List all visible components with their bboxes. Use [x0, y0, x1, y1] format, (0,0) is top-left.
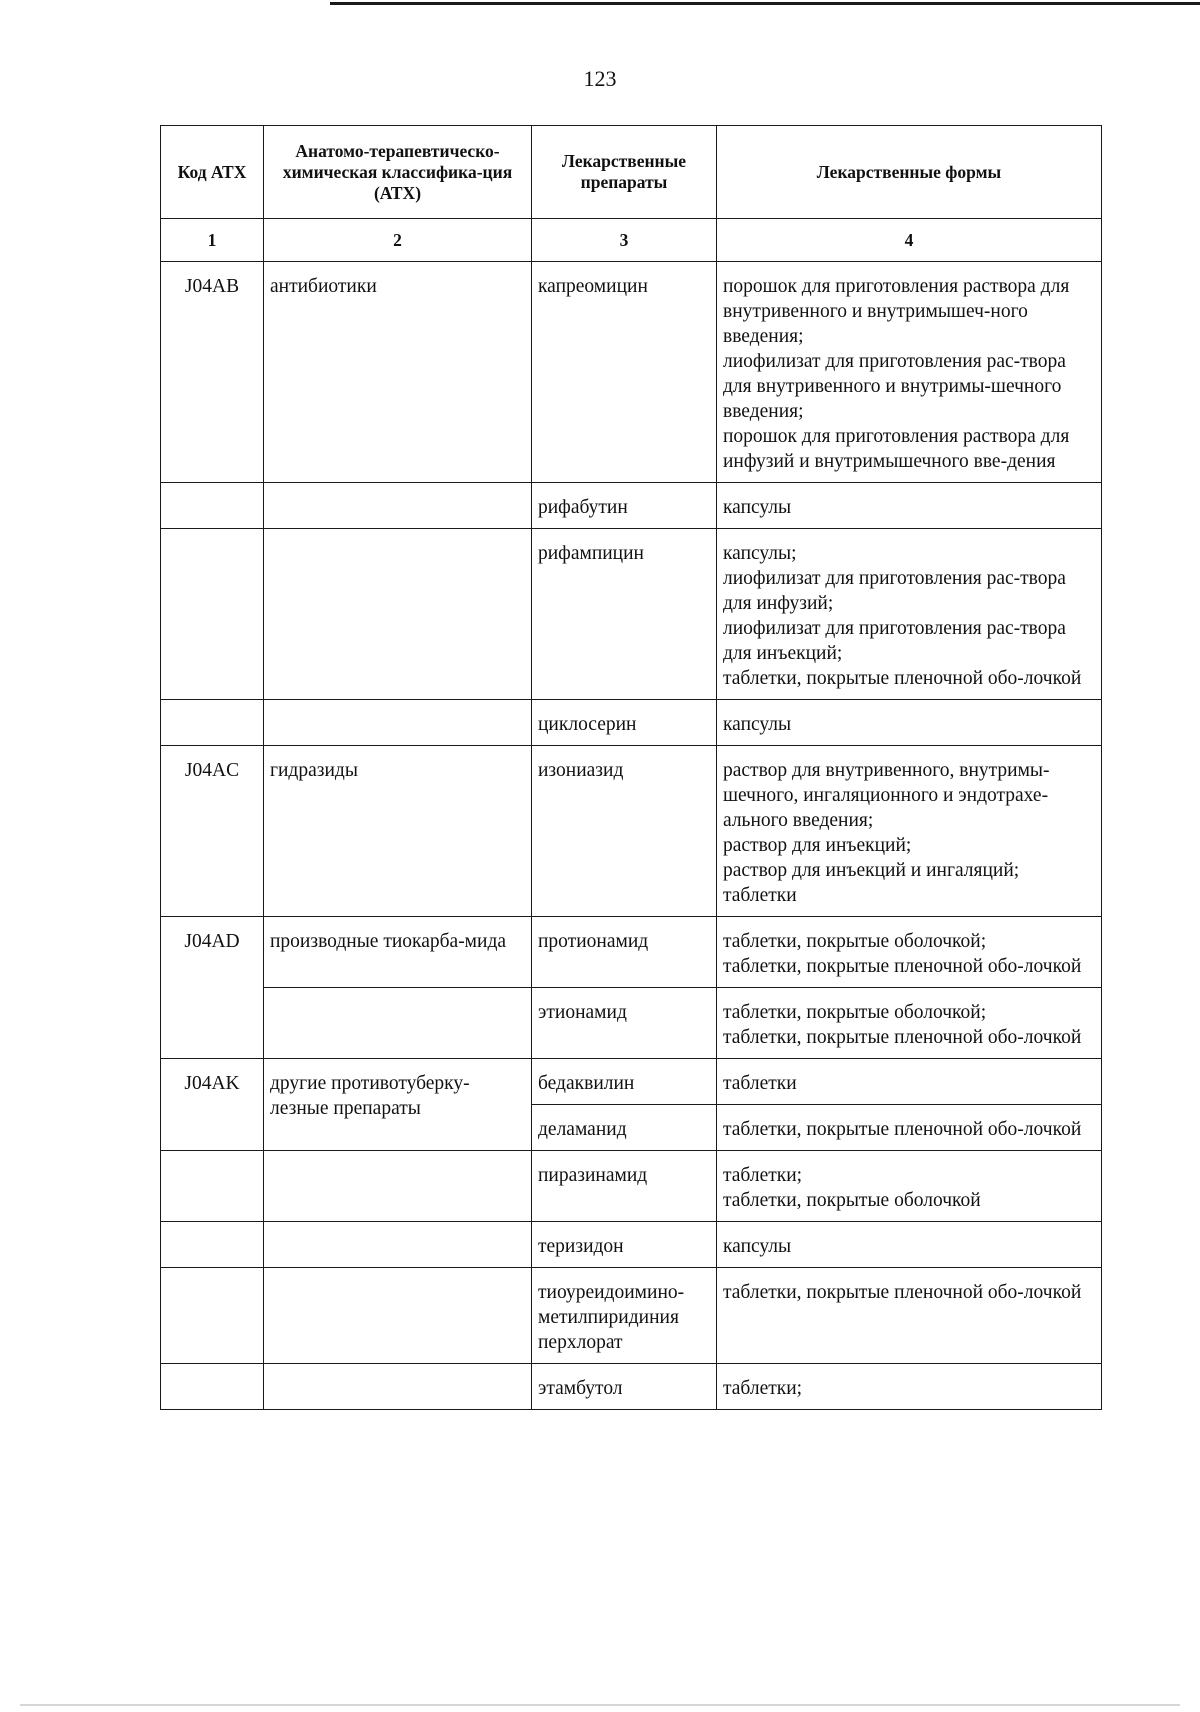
dosage-form-line: таблетки, покрытые пленочной обо-лочкой: [723, 1119, 1082, 1140]
atx-group-cell: [264, 988, 532, 1059]
atx-group-cell: [264, 1151, 532, 1222]
dosage-form-line: таблетки;: [723, 1378, 803, 1399]
dosage-form-line: таблетки, покрытые оболочкой: [723, 1190, 981, 1211]
dosage-form-line: лиофилизат для приготовления рас-твора для внутривенного и внутримы-шечного введения;: [723, 351, 1066, 422]
header-atx-code: Код АТХ: [161, 126, 264, 219]
table-row: [161, 1059, 1102, 1105]
dosage-form-line: раствор для внутривенного, внутримы-шечного, ингаляционного и эндотрахе-ального введения;: [723, 760, 1050, 831]
header-drugs: Лекарственные препараты: [532, 126, 717, 219]
table-row: [161, 988, 1102, 1059]
drug-cell: циклосерин: [532, 700, 717, 746]
dosage-form-line: капсулы: [723, 1236, 792, 1257]
bottom-rule: [20, 1704, 1180, 1706]
dosage-forms-cell: [717, 746, 1102, 917]
dosage-form-line: таблетки: [723, 885, 797, 906]
dosage-form-line: таблетки, покрытые оболочкой;: [723, 1002, 987, 1023]
dosage-form-line: таблетки, покрытые оболочкой;: [723, 931, 987, 952]
atx-group-cell: [264, 700, 532, 746]
atx-group-cell: [264, 529, 532, 700]
table-row: [161, 483, 1102, 529]
dosage-forms-cell: [717, 483, 1102, 529]
column-number: 2: [264, 219, 532, 262]
drug-cell: рифабутин: [532, 483, 717, 529]
dosage-form-line: таблетки, покрытые пленочной обо-лочкой: [723, 668, 1082, 689]
drug-cell: протионамид: [532, 917, 717, 988]
atx-code-cell: [161, 1151, 264, 1222]
drug-cell: деламанид: [532, 1105, 717, 1151]
atx-group-cell: [264, 483, 532, 529]
drug-cell: бедаквилин: [532, 1059, 717, 1105]
dosage-forms-cell: [717, 917, 1102, 988]
dosage-forms-cell: [717, 1222, 1102, 1268]
dosage-form-line: капсулы: [723, 497, 792, 518]
atx-group-cell: [264, 1222, 532, 1268]
dosage-form-line: таблетки: [723, 1073, 797, 1094]
drug-cell: теризидон: [532, 1222, 717, 1268]
atx-code-cell: [161, 1222, 264, 1268]
drug-cell: рифампицин: [532, 529, 717, 700]
dosage-form-line: таблетки;: [723, 1165, 803, 1186]
atx-group-cell: производные тиокарба-мида: [264, 917, 532, 988]
dosage-forms-cell: [717, 262, 1102, 483]
table-row: [161, 262, 1102, 483]
drug-cell: капреомицин: [532, 262, 717, 483]
dosage-form-line: лиофилизат для приготовления рас-твора для инъекций;: [723, 618, 1066, 664]
table-row: [161, 917, 1102, 988]
header-row: [161, 126, 1102, 219]
atx-group-cell: антибиотики: [264, 262, 532, 483]
column-number: 3: [532, 219, 717, 262]
dosage-form-line: порошок для приготовления раствора для инфузий и внутримышечного вве-дения: [723, 426, 1070, 472]
drug-cell: изониазид: [532, 746, 717, 917]
table-row: [161, 1364, 1102, 1410]
dosage-forms-cell: [717, 1364, 1102, 1410]
dosage-form-line: раствор для инъекций;: [723, 835, 912, 856]
dosage-forms-cell: [717, 988, 1102, 1059]
dosage-form-line: раствор для инъекций и ингаляций;: [723, 860, 1020, 881]
atx-code-cell: [161, 529, 264, 700]
table-body: [161, 262, 1102, 1410]
drug-cell: этамбутол: [532, 1364, 717, 1410]
dosage-forms-cell: [717, 1151, 1102, 1222]
table-row: [161, 746, 1102, 917]
dosage-forms-cell: [717, 1268, 1102, 1364]
header-atx-classification: Анатомо-терапевтическо-химическая классифика-ция (АТХ): [264, 126, 532, 219]
atx-group-cell: [264, 1268, 532, 1364]
atx-table: [160, 125, 1102, 1410]
atx-code-cell: [161, 700, 264, 746]
dosage-form-line: порошок для приготовления раствора для внутривенного и внутримышеч-ного введения;: [723, 276, 1070, 347]
column-number: 4: [717, 219, 1102, 262]
column-number: 1: [161, 219, 264, 262]
dosage-form-line: таблетки, покрытые пленочной обо-лочкой: [723, 1027, 1082, 1048]
table-row: [161, 529, 1102, 700]
atx-code-cell: J04AK: [161, 1059, 264, 1151]
atx-code-cell: [161, 1364, 264, 1410]
atx-code-cell: [161, 483, 264, 529]
atx-group-cell: гидразиды: [264, 746, 532, 917]
atx-group-cell: другие противотуберку-лезные препараты: [264, 1059, 532, 1151]
table-row: [161, 1222, 1102, 1268]
dosage-forms-cell: [717, 1059, 1102, 1105]
dosage-forms-cell: [717, 1105, 1102, 1151]
drug-cell: тиоуреидоимино-метилпиридиния перхлорат: [532, 1268, 717, 1364]
dosage-form-line: лиофилизат для приготовления рас-твора для инфузий;: [723, 568, 1066, 614]
column-number-row: [161, 219, 1102, 262]
header-dosage-forms: Лекарственные формы: [717, 126, 1102, 219]
drug-cell: пиразинамид: [532, 1151, 717, 1222]
top-rule: [330, 2, 1200, 5]
dosage-form-line: таблетки, покрытые пленочной обо-лочкой: [723, 1282, 1082, 1303]
dosage-form-line: капсулы;: [723, 543, 797, 564]
dosage-forms-cell: [717, 700, 1102, 746]
atx-group-cell: [264, 1364, 532, 1410]
atx-code-cell: J04AD: [161, 917, 264, 1059]
table-row: [161, 700, 1102, 746]
dosage-forms-cell: [717, 529, 1102, 700]
dosage-form-line: таблетки, покрытые пленочной обо-лочкой: [723, 956, 1082, 977]
atx-code-cell: J04AB: [161, 262, 264, 483]
table-row: [161, 1151, 1102, 1222]
atx-code-cell: [161, 1268, 264, 1364]
table-row: [161, 1268, 1102, 1364]
page-number: 123: [583, 66, 617, 91]
drug-cell: этионамид: [532, 988, 717, 1059]
dosage-form-line: капсулы: [723, 714, 792, 735]
atx-code-cell: J04AC: [161, 746, 264, 917]
